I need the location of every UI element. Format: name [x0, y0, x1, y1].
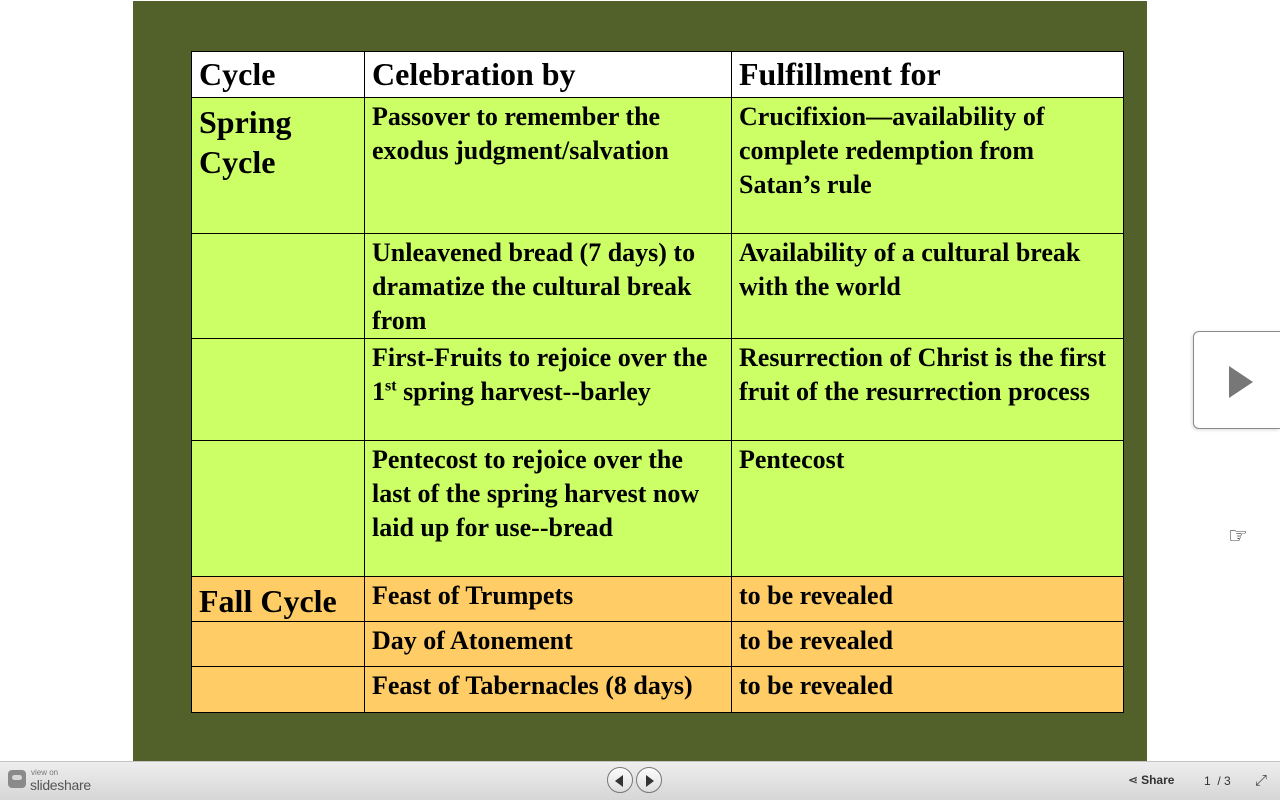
table-row — [192, 441, 1124, 577]
play-triangle-icon — [1229, 366, 1253, 398]
celebration-cell — [365, 339, 732, 441]
brand-name: slideshare — [30, 777, 91, 793]
celebration-cell: Pentecost to rejoice over the last of the spring harvest now laid up for use--bread — [365, 441, 732, 577]
page-current[interactable]: 1 — [1204, 774, 1211, 788]
cycle-cell — [192, 667, 365, 713]
cycle-cell — [192, 234, 365, 339]
header-cycle: Cycle — [192, 52, 365, 98]
table-row — [192, 622, 1124, 667]
fulfillment-cell: Resurrection of Christ is the first fruit of the resurrection process — [732, 339, 1124, 441]
fulfillment-cell: Availability of a cultural break with the world — [732, 234, 1124, 339]
celebration-cell: Unleavened bread (7 days) to dramatize the cultural break from — [365, 234, 732, 339]
ordinal-suffix: st — [385, 377, 397, 395]
next-slide-toolbar-button[interactable] — [636, 767, 662, 793]
celebration-cell: Feast of Tabernacles (8 days) — [365, 667, 732, 713]
cycle-cell: Fall Cycle — [192, 577, 365, 622]
celebration-cell: Day of Atonement — [365, 622, 732, 667]
chevron-right-icon — [646, 775, 654, 787]
view-on-label: view on — [31, 768, 59, 777]
table-header-row — [192, 52, 1124, 98]
share-label: Share — [1141, 773, 1175, 787]
celebration-cell: Passover to remember the exodus judgment/salvation — [365, 98, 732, 234]
cycle-cell — [192, 441, 365, 577]
fulfillment-cell: Crucifixion—availability of complete redemption from Satan’s rule — [732, 98, 1124, 234]
celebration-text: First-Fruits to rejoice over the 1 — [372, 343, 708, 406]
header-celebration: Celebration by — [365, 52, 732, 98]
slideshare-logo-icon — [8, 770, 26, 788]
celebration-cell: Feast of Trumpets — [365, 577, 732, 622]
pointing-hand-icon: ☞ — [1228, 524, 1248, 549]
fulfillment-cell: to be revealed — [732, 622, 1124, 667]
fullscreen-icon[interactable]: ⤢ — [1255, 771, 1268, 789]
share-button[interactable] — [1128, 773, 1174, 787]
header-fulfillment: Fulfillment for — [732, 52, 1124, 98]
cycle-cell — [192, 339, 365, 441]
table-row — [192, 234, 1124, 339]
share-icon: ⋖ — [1128, 773, 1139, 787]
celebration-text: spring harvest--barley — [396, 377, 651, 406]
slide — [133, 1, 1147, 761]
fulfillment-cell: Pentecost — [732, 441, 1124, 577]
table-row — [192, 667, 1124, 713]
table-row — [192, 98, 1124, 234]
previous-slide-button[interactable] — [607, 767, 633, 793]
next-slide-button[interactable] — [1193, 331, 1280, 429]
table-row — [192, 339, 1124, 441]
cycle-cell — [192, 622, 365, 667]
cycles-table — [191, 51, 1124, 713]
bottom-toolbar — [0, 761, 1280, 800]
page-total: / 3 — [1217, 774, 1231, 788]
fulfillment-cell: to be revealed — [732, 577, 1124, 622]
table-row — [192, 577, 1124, 622]
chevron-left-icon — [615, 775, 623, 787]
fulfillment-cell: to be revealed — [732, 667, 1124, 713]
page-counter — [1204, 774, 1231, 788]
cycle-cell: Spring Cycle — [192, 98, 365, 234]
